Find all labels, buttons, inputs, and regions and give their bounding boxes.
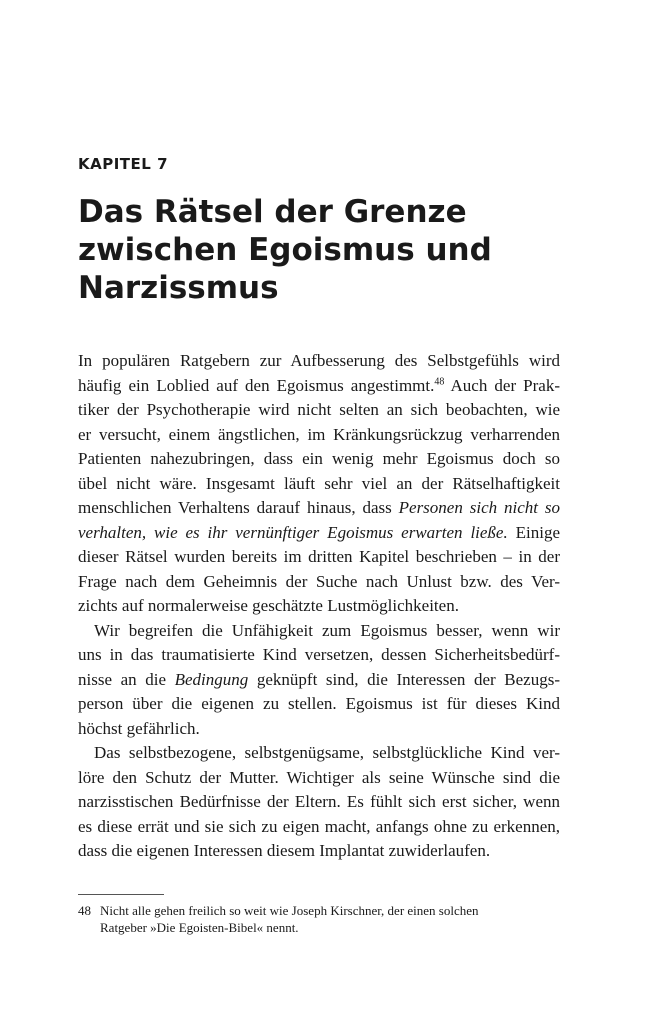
footnote-line xyxy=(78,902,560,919)
italic-text: verhalten, wie es ihr vernünftiger Egoismus erwarten ließe. xyxy=(78,522,508,542)
text-run: nisse an die xyxy=(78,669,175,689)
text-run: häufig ein Loblied auf den Egoismus angestimmt. xyxy=(78,375,435,395)
text-line: es diese errät und sie sich zu eigen macht, anfangs ohne zu erkennen, xyxy=(78,816,560,836)
text-line: Wir begreifen die Unfähigkeit zum Egoismus besser, wenn wir xyxy=(94,620,560,640)
chapter-title xyxy=(78,193,548,307)
text-line: Frage nach dem Geheimnis der Suche nach Unlust bzw. des Ver- xyxy=(78,571,560,591)
text-line xyxy=(78,521,560,546)
text-line: Das selbstbezogene, selbstgenügsame, selbstglückliche Kind ver- xyxy=(94,743,560,762)
footnote-text: Nicht alle gehen freilich so weit wie Joseph Kirschner, der einen solchen xyxy=(100,903,479,918)
paragraph-2 xyxy=(78,619,560,742)
footnote-divider xyxy=(78,894,164,895)
italic-text: Bedingung xyxy=(174,669,249,689)
text-line: tiker der Psychotherapie wird nicht selten an sich beobachten, wie xyxy=(78,400,560,419)
text-line: In populären Ratgebern zur Aufbesserung des Selbstgefühls wird xyxy=(78,351,560,370)
text-line: dieser Rätsel wurden bereits im dritten Kapitel beschrieben – in der xyxy=(78,547,560,566)
text-line: zichts auf normalerweise geschätzte Lustmöglichkeiten. xyxy=(78,596,459,615)
chapter-title-line: zwischen Egoismus und xyxy=(78,232,492,268)
text-run: Auch der Prak- xyxy=(444,375,560,395)
text-line xyxy=(78,668,560,693)
text-run: geknüpft sind, die Interessen der Bezugs- xyxy=(248,669,560,689)
text-line: narzisstischen Bedürfnisse der Eltern. Es fühlt sich erst sicher, wenn xyxy=(78,792,560,811)
text-run: menschlichen Verhaltens darauf hinaus, dass xyxy=(78,498,399,517)
paragraph-1 xyxy=(78,349,560,619)
chapter-title-line: Narzissmus xyxy=(78,270,279,306)
text-line: Patienten nahezubringen, dass ein wenig mehr Egoismus doch so xyxy=(78,449,560,468)
text-line: löre den Schutz der Mutter. Wichtiger als seine Wünsche sind die xyxy=(78,767,560,787)
paragraph-3 xyxy=(78,741,560,864)
text-line: person über die eigenen zu stellen. Egoismus ist für dieses Kind xyxy=(78,694,560,713)
chapter-label: KAPITEL 7 xyxy=(78,155,169,173)
chapter-title-line: Das Rätsel der Grenze xyxy=(78,194,467,230)
text-line: uns in das traumatisierte Kind versetzen, dessen Sicherheitsbedürf- xyxy=(78,645,560,664)
text-line: übel nicht wäre. Insgesamt läuft sehr viel an der Rätselhaftigkeit xyxy=(78,473,560,493)
italic-text: Personen sich nicht so xyxy=(398,498,560,517)
text-line: er versucht, einem ängstlichen, im Kränkungsrückzug verharrenden xyxy=(78,424,560,444)
footnote xyxy=(78,902,560,936)
text-line: höchst gefährlich. xyxy=(78,718,200,738)
body-text xyxy=(78,349,560,864)
text-line: dass die eigenen Interessen diesem Implantat zuwiderlaufen. xyxy=(78,841,491,860)
text-line xyxy=(78,496,560,521)
text-line xyxy=(78,374,560,399)
text-run: Einige xyxy=(507,522,560,542)
footnote-line: Ratgeber »Die Egoisten-Bibel« nennt. xyxy=(100,920,299,935)
footnote-reference[interactable]: 48 xyxy=(434,375,445,387)
footnote-number: 48 xyxy=(78,903,91,918)
